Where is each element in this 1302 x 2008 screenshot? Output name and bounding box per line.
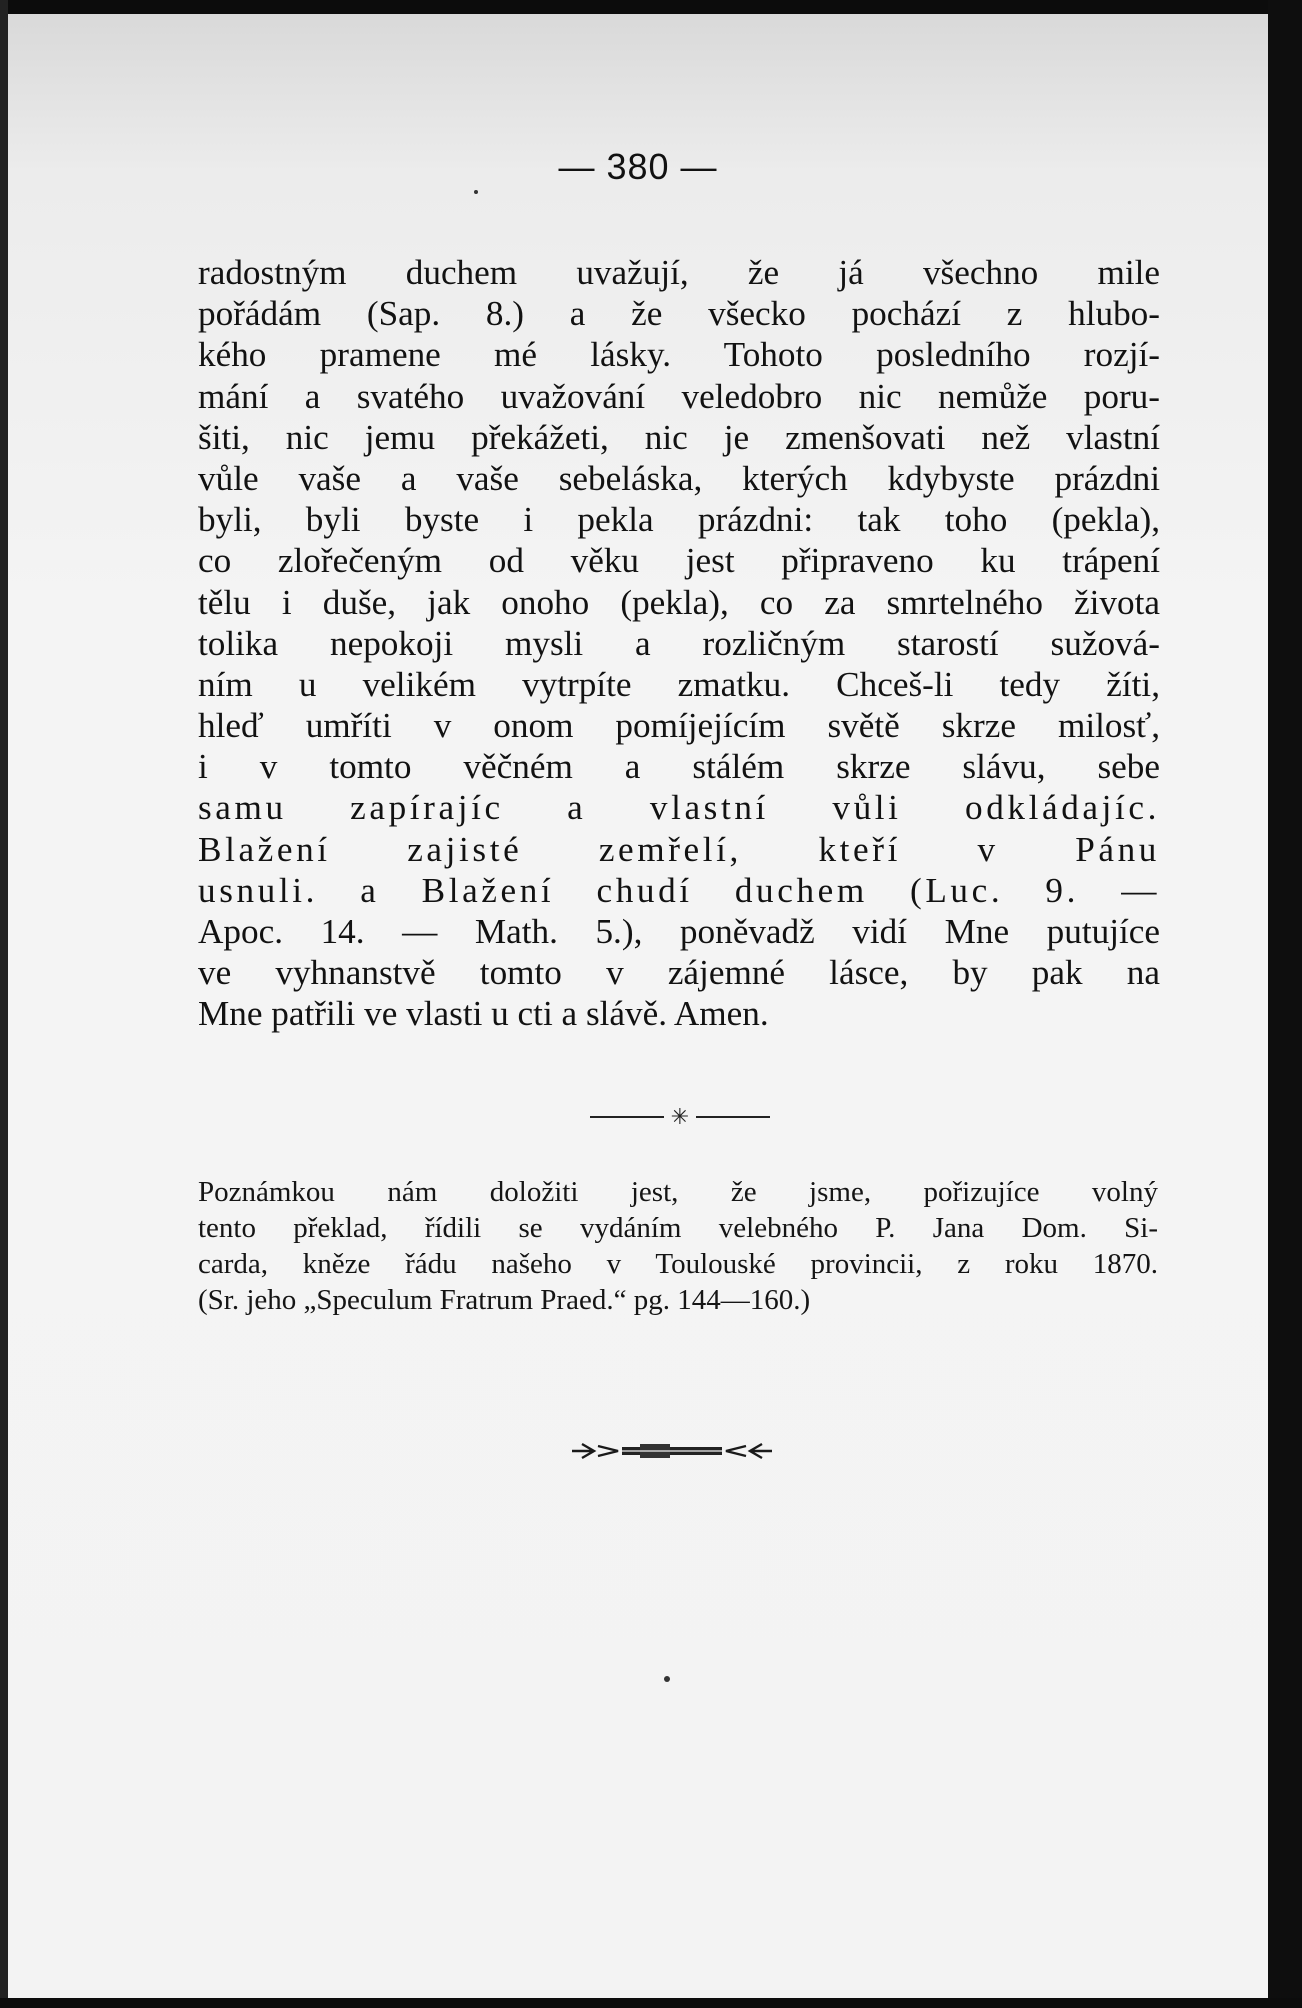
text-line: tělu i duše, jak onoho (pekla), co za smrtelného života [198,582,1160,622]
text-line: tolika nepokoji mysli a rozličným starostí sužová- [198,623,1160,663]
text-line: ním u velikém vytrpíte zmatku. Chceš-li tedy žíti, [198,664,1160,704]
footnote-line: tento překlad, řídili se vydáním velebného P. Jana Dom. Si- [198,1212,1158,1244]
speck [664,1676,670,1682]
text-line: samu zapírajíc a vlastní vůli odkládajíc. [198,788,1160,828]
text-line: kého pramene mé lásky. Tohoto posledního rozjí- [198,335,1160,375]
page-number: — 380 — [558,146,718,187]
book-page [8,14,1268,1998]
text-line: Apoc. 14. — Math. 5.), poněvadž vidí Mne putujíce [198,912,1160,951]
text-line: radostným duchem uvažují, že já všechno mile [198,253,1160,292]
speck [474,190,478,194]
scan-border-top [0,0,1302,14]
text-line: pořádám (Sap. 8.) a že všecko pochází z hlubo- [198,294,1160,334]
separator-asterisk-icon: ✳ [670,1106,690,1128]
footnote [198,1174,1158,1318]
scan-border-right [1268,0,1302,2008]
main-paragraph [198,252,1160,1035]
text-line: Blažení zajisté zemřelí, kteří v Pánu [198,829,1160,869]
scan-border-bottom [0,1998,1302,2008]
ornament-icon [570,1436,774,1466]
text-line: Mne patřili ve vlasti u cti a slávě. Amen. [198,994,769,1034]
text-line: byli, byli byste i pekla prázdni: tak toho (pekla), [198,500,1160,540]
text-line: usnuli. a Blažení chudí duchem (Luc. 9. — [198,870,1160,910]
footnote-line: (Sr. jeho „Speculum Fratrum Praed.“ pg. 144—160.) [198,1284,811,1316]
text-line: ve vyhnanstvě tomto v zájemné lásce, by pak na [198,953,1160,993]
text-line: mání a svatého uvažování veledobro nic nemůže poru- [198,376,1160,416]
footnote-line: Poznámkou nám doložiti jest, že jsme, pořizujíce volný [198,1176,1158,1208]
text-line: hleď umříti v onom pomíjejícím světě skrze milosť, [198,706,1160,746]
text-line: co zlořečeným od věku jest připraveno ku trápení [198,541,1160,581]
separator-rule [590,1106,770,1128]
text-line: i v tomto věčném a stálém skrze slávu, sebe [198,747,1160,787]
text-line: vůle vaše a vaše sebeláska, kterých kdybyste prázdni [198,458,1160,498]
scan-border-left [0,0,8,2008]
footnote-line: carda, kněze řádu našeho v Toulouské provincii, z roku 1870. [198,1248,1158,1280]
text-line: šiti, nic jemu překážeti, nic je zmenšovati než vlastní [198,417,1160,457]
